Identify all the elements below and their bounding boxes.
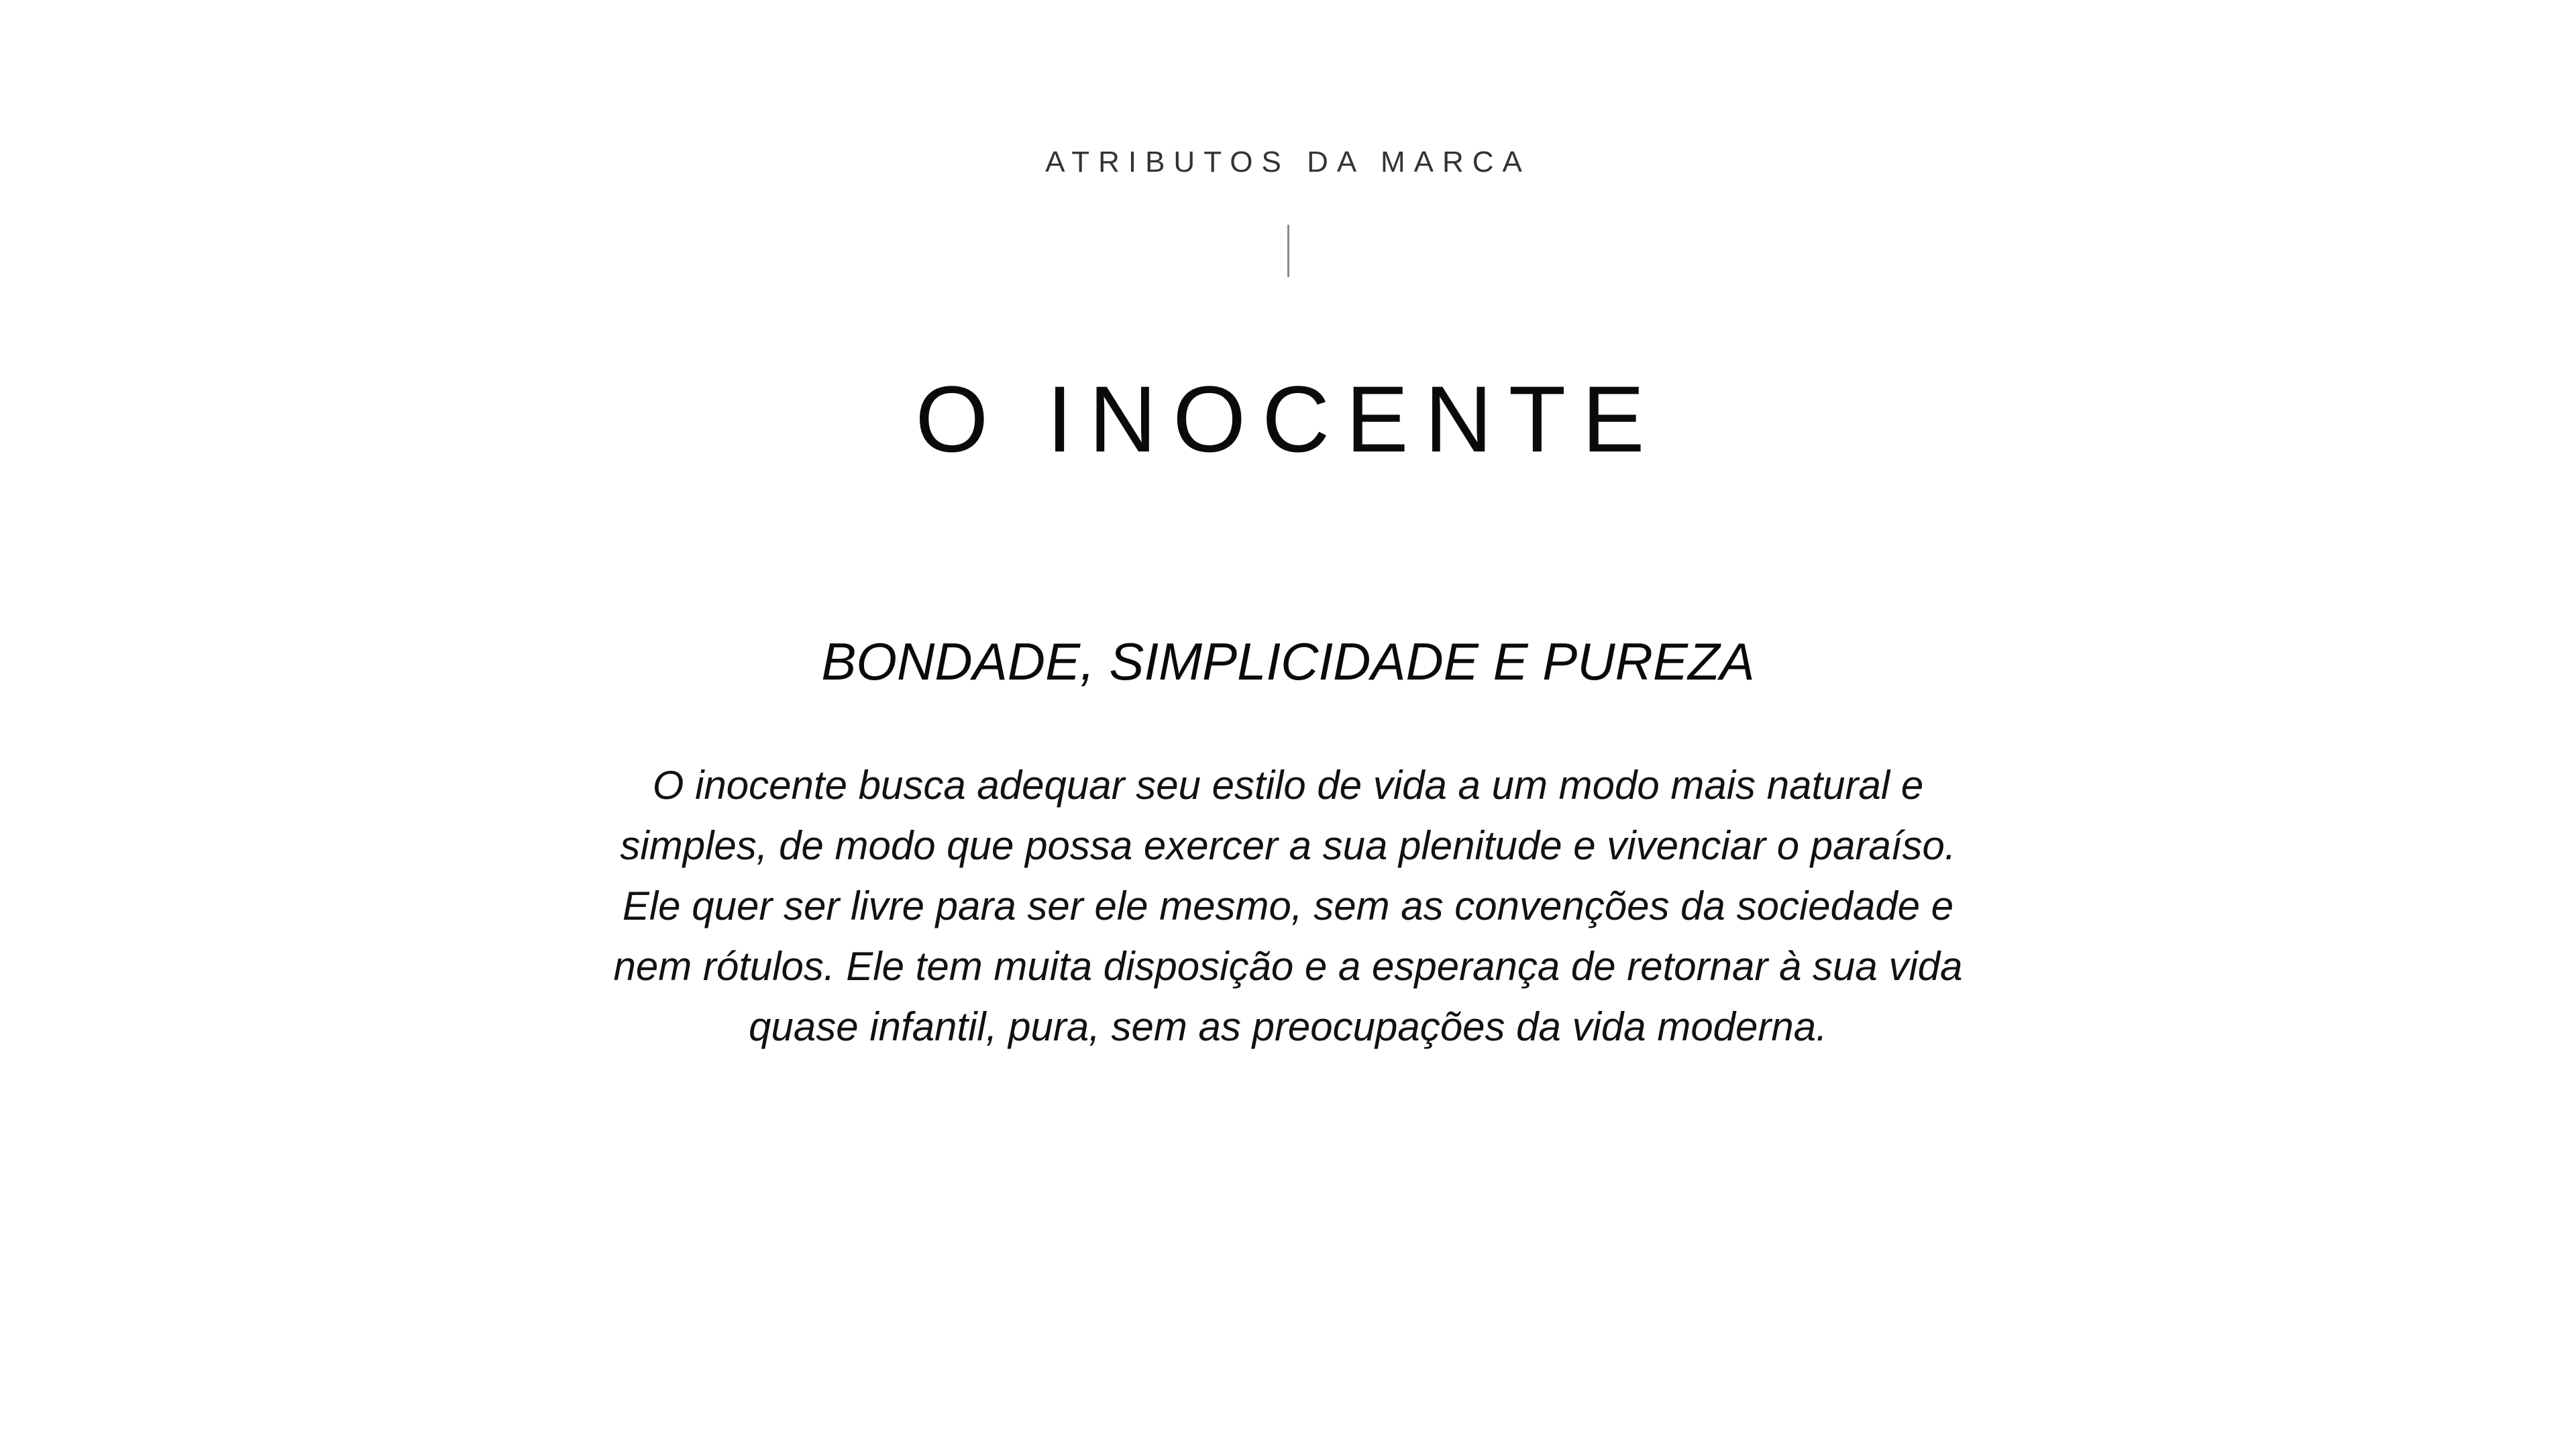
page-title: O INOCENTE (915, 366, 1661, 472)
body-line: nem rótulos. Ele tem muita disposição e a esperança de retornar à sua vida (613, 944, 1963, 989)
vertical-divider (1287, 225, 1289, 277)
body-line: Ele quer ser livre para ser ele mesmo, sem as convenções da sociedade e (622, 883, 1954, 928)
body-line: O inocente busca adequar seu estilo de vida a um modo mais natural e (652, 763, 1924, 808)
subtitle: BONDADE, SIMPLICIDADE E PUREZA (821, 632, 1755, 691)
section-eyebrow: ATRIBUTOS DA MARCA (1045, 146, 1531, 178)
body-paragraph (604, 755, 1972, 1057)
body-line: quase infantil, pura, sem as preocupações da vida moderna. (749, 1004, 1827, 1049)
body-line: simples, de modo que possa exercer a sua plenitude e vivenciar o paraíso. (620, 823, 1956, 868)
